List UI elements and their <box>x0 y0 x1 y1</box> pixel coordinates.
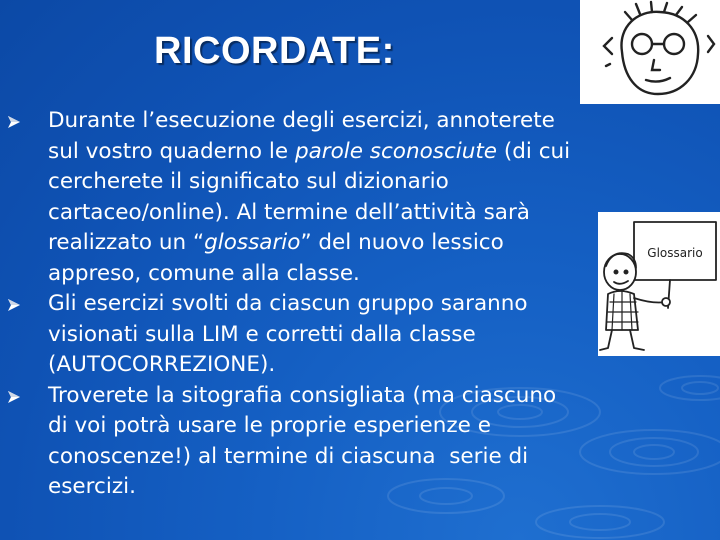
emphasized-text: glossario <box>204 230 301 255</box>
bullet-text: visionati sulla LIM e corretti dalla classe <box>48 321 476 347</box>
bullet-text: Durante l’esecuzione degli esercizi, annoterete <box>48 108 555 133</box>
bullet-text: esercizi. <box>48 474 136 499</box>
bullet-text: di voi potrà usare le proprie esperienze e <box>48 413 491 438</box>
arrowhead-bullet-icon <box>0 289 48 319</box>
bullet-item <box>0 289 660 381</box>
bullet-line <box>48 137 660 168</box>
face-illustration <box>580 0 720 104</box>
bullet-text: sul vostro quaderno le <box>48 138 295 164</box>
bullet-line <box>48 320 660 351</box>
bullet-line <box>48 228 660 259</box>
bullet-text: Troverete la sitografia consigliata (ma ciascuno <box>48 382 557 408</box>
arrowhead-bullet-icon <box>0 106 48 136</box>
bullet-line <box>48 381 660 412</box>
bullet-text: (di cui <box>497 138 571 164</box>
bullet-text: realizzato un “ <box>48 230 205 255</box>
bullet-text: ” del nuovo lessico <box>300 230 504 255</box>
bullet-line <box>48 411 660 442</box>
bullet-text: cercherete il significato sul dizionario <box>48 169 449 194</box>
bullet-text: cartaceo/online). Al termine dell’attività sarà <box>48 199 530 225</box>
bullet-list <box>0 106 660 503</box>
slide-title: RICORDATE: <box>154 30 395 72</box>
bullet-line <box>48 442 660 473</box>
bullet-text: Gli esercizi svolti da ciascun gruppo saranno <box>48 291 528 316</box>
bullet-text: appreso, comune alla classe. <box>48 260 360 286</box>
bullet-text: (AUTOCORREZIONE). <box>48 352 276 377</box>
bullet-item <box>0 106 660 289</box>
arrowhead-bullet-icon <box>0 381 48 411</box>
bullet-line <box>48 167 660 198</box>
bullet-item <box>0 381 660 503</box>
bullet-line <box>48 289 660 320</box>
emphasized-text: parole sconosciute <box>294 138 498 164</box>
bullet-line <box>48 106 660 137</box>
smiling-face-doodle-icon <box>580 0 720 104</box>
bullet-text: conoscenze!) al termine di ciascuna serie di <box>48 443 529 469</box>
glossary-sign-label: Glossario <box>647 246 703 260</box>
bullet-line <box>48 472 660 503</box>
bullet-line <box>48 259 660 290</box>
bullet-line <box>48 350 660 381</box>
bullet-line <box>48 198 660 229</box>
